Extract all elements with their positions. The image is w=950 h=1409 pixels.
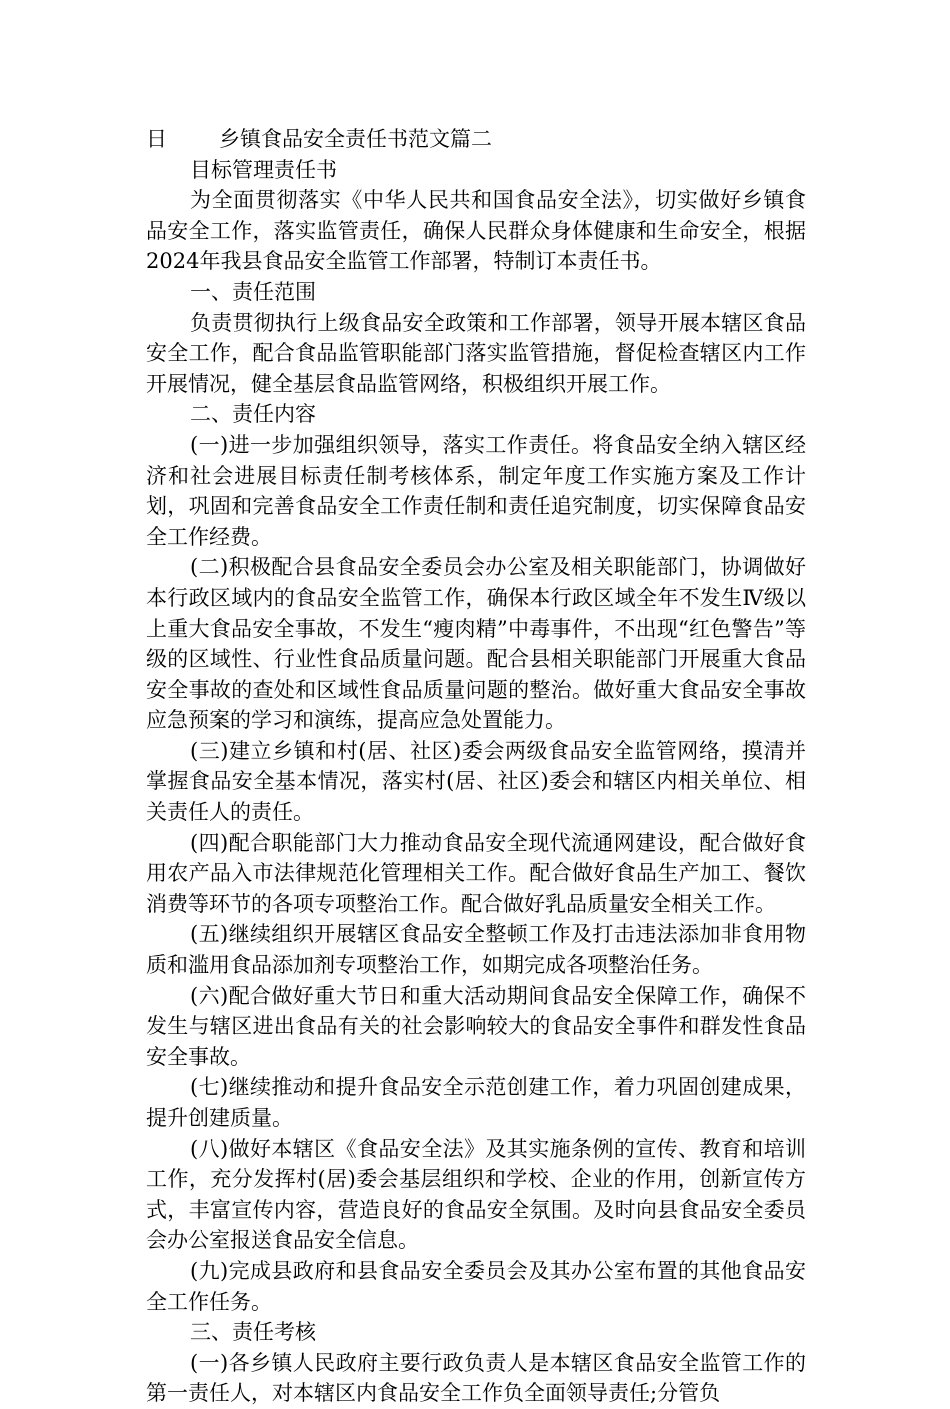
content-item-2: (二)积极配合县食品安全委员会办公室及相关职能部门，协调做好本行政区域内的食品安全监管工作，确保本行政区域全年不发生Ⅳ级以上重大食品安全事故，不发生“瘦肉精”中毒事件，不出现“红色警告”等级的区域性、行业性食品质量问题。配合县相关职能部门开展重大食品安全事故的查处和区域性食品质量问题的整治。做好重大食品安全事故应急预案的学习和演练，提高应急处置能力。 [146, 555, 806, 733]
section-heading-assessment: 三、责任考核 [190, 1320, 316, 1345]
content-item-8: (八)做好本辖区《食品安全法》及其实施条例的宣传、教育和培训工作，充分发挥村(居)委会基层组织和学校、企业的作用，创新宣传方式，丰富宣传内容，营造良好的食品安全氛围。及时向县食品安全委员会办公室报送食品安全信息。 [146, 1136, 806, 1253]
content-item-4: (四)配合职能部门大力推动食品安全现代流通网建设，配合做好食用农产品入市法律规范化管理相关工作。配合做好食品生产加工、餐饮消费等环节的各项专项整治工作。配合做好乳品质量安全相关工作。 [146, 830, 806, 916]
content-item-3: (三)建立乡镇和村(居、社区)委会两级食品安全监管网络，摸清并掌握食品安全基本情况，落实村(居、社区)委会和辖区内相关单位、相关责任人的责任。 [146, 738, 806, 825]
title-line [146, 124, 806, 155]
section-body-scope: 负责贯彻执行上级食品安全政策和工作部署，领导开展本辖区食品安全工作，配合食品监管职能部门落实监管措施，督促检查辖区内工作开展情况，健全基层食品监管网络，积极组织开展工作。 [146, 310, 806, 396]
intro-paragraph: 为全面贯彻落实《中华人民共和国食品安全法》，切实做好乡镇食品安全工作，落实监管责任，确保人民群众身体健康和生命安全，根据2024年我县食品安全监管工作部署，特制订本责任书。 [146, 188, 806, 274]
header-char: 日 [146, 127, 167, 151]
content-item-9: (九)完成县政府和县食品安全委员会及其办公室布置的其他食品安全工作任务。 [146, 1258, 806, 1314]
assessment-item-1: (一)各乡镇人民政府主要行政负责人是本辖区食品安全监管工作的第一责任人，对本辖区内食品安全工作负全面领导责任;分管负 [146, 1350, 806, 1406]
section-heading-content: 二、责任内容 [190, 402, 316, 427]
document-title: 乡镇食品安全责任书范文篇二 [219, 127, 492, 151]
content-item-1: (一)进一步加强组织领导，落实工作责任。将食品安全纳入辖区经济和社会进展目标责任制考核体系，制定年度工作实施方案及工作计划，巩固和完善食品安全工作责任制和责任追究制度，切实保障食品安全工作经费。 [146, 432, 806, 549]
document-subtitle: 目标管理责任书 [190, 157, 337, 182]
content-item-7: (七)继续推动和提升食品安全示范创建工作，着力巩固创建成果，提升创建质量。 [146, 1075, 806, 1130]
document-page [146, 124, 806, 1409]
content-item-6: (六)配合做好重大节日和重大活动期间食品安全保障工作，确保不发生与辖区进出食品有关的社会影响较大的食品安全事件和群发性食品安全事故。 [146, 983, 806, 1069]
section-heading-scope: 一、责任范围 [190, 279, 316, 304]
content-item-5: (五)继续组织开展辖区食品安全整顿工作及打击违法添加非食用物质和滥用食品添加剂专项整治工作，如期完成各项整治任务。 [146, 922, 806, 978]
